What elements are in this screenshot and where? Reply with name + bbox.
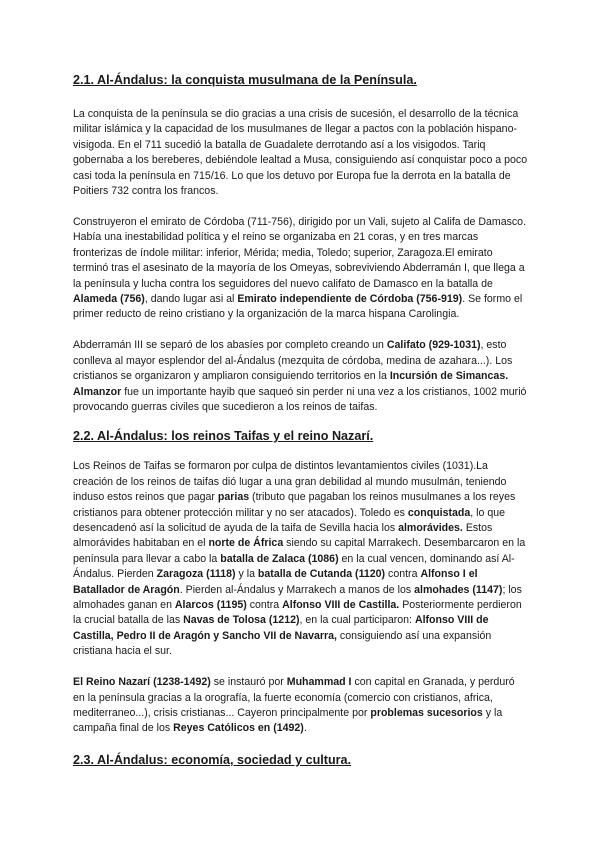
bold-text-run: Alfonso I el Batallador de Aragón (73, 568, 478, 596)
bold-text-run: Reyes Católicos en (1492) (173, 722, 304, 735)
text-run: , lo que desencadenó así la solicitud de ayuda de la taifa de Sevilla hacia los (73, 506, 506, 534)
text-run: y la campaña final de los (73, 706, 503, 735)
text-run: se instauró por (210, 676, 287, 689)
text-run: , en la cual participaron: (299, 614, 415, 627)
text-run: Los Reinos de Taifas se formaron por culpa de distintos levantamientos civiles (1031).La creación de los reinos de taifas dió lugar a una gran debilidad al mundo musulmán, teniendo induso estos reinos que pagar (73, 460, 507, 504)
text-run: en la cual vencen, dominando así Al-Ándalus. Pierden (73, 552, 515, 581)
paragraph (73, 107, 528, 199)
text-run: Construyeron el emirato de Córdoba (711-756), dirigido por un Vali, sujeto al Califa de Damasco. Había una inestabilidad política y el reino se organizaba en 21 coras, y en tres marcas fronterizas de índole militar: inferior, Mérida; media, Toledo; superior, Zaragoza.El emirato terminó tras el asesinato de la mayoría de los Omeyas, sobreviviendo Abderramán I, que llega a la península y lucha contra los seguidores del nuevo califato de Damasco en la batalla de (73, 215, 527, 290)
paragraph (73, 675, 528, 737)
text-run: consiguiendo así una expansión cristiana hacia el sur. (73, 629, 492, 658)
bold-text-run: parias (217, 491, 250, 504)
bold-text-run: conquistada (407, 506, 471, 519)
bold-text-run: almohades (1147) (414, 583, 503, 596)
text-run: con capital en Granada, y perduró en la península gracias a la orografía, la fuerte economía (comercio con cristianos, africa, mediterraneo...), crisis cristianas... Cayeron principalmente por (73, 676, 515, 719)
text-run: Posteriormente perdieron la crucial batalla de las (73, 598, 522, 627)
text-run: siendo su capital Marrakech. Desembarcaron en la península para llevar a cabo la (73, 537, 526, 565)
bold-text-run: Emirato independiente de Córdoba (756-919) (237, 292, 463, 305)
text-run: (tributo que pagaban los reinos musulmanes a los reyes cristianos para obtener protección militar y no ser atacados). Toledo es (73, 491, 516, 519)
bold-text-run: Navas de Tolosa (1212) (183, 614, 300, 627)
section-heading-conquista: 2.1. Al-Ándalus: la conquista musulmana de la Península. (73, 73, 417, 87)
text-run: fue un importante hayib que saqueó sin perder ni una vez a los cristianos, 1002 murió provocando guerras civiles que sucedieron a los reinos de taifas. (73, 385, 527, 413)
text-run: contra (385, 568, 421, 581)
text-run: , esto conlleva al mayor esplendor del al-Ándalus (mezquita de córdoba, medina de azahara...). Los cristianos se organizaron y ampliaron consiguiendo territorios en la (73, 339, 513, 383)
text-run: Estos almorávides habitaban en el (73, 521, 493, 550)
bold-text-run: batalla de Cutanda (1120) (257, 568, 386, 581)
text-run: . Pierden al-Ándalus y Marrakech a manos de los (179, 583, 415, 596)
text-run: . (303, 722, 307, 735)
text-run: . Se formo el primer reducto de reino cristiano y la organización de la marca hispana Carolingia. (73, 292, 523, 321)
section-heading-economia: 2.3. Al-Ándalus: economía, sociedad y cultura. (73, 752, 352, 767)
paragraph (73, 215, 528, 323)
paragraph (73, 459, 528, 659)
bold-text-run: norte de África (208, 537, 284, 550)
text-run: contra (246, 598, 283, 611)
text-run: , dando lugar asi al (144, 292, 238, 305)
section-heading-taifas: 2.2. Al-Ándalus: los reinos Taifas y el reino Nazarí. (73, 429, 374, 444)
paragraph (73, 338, 528, 415)
bold-text-run: problemas sucesorios (370, 706, 483, 719)
bold-text-run: Incursión de Simancas. Almanzor (73, 370, 509, 398)
bold-text-run: Alameda (756) (73, 292, 145, 305)
bold-text-run: Alfonso VIII de Castilla. (282, 598, 400, 611)
bold-text-run: almorávides. (398, 521, 463, 534)
bold-text-run: Califato (929-1031) (386, 339, 481, 352)
text-run: La conquista de la península se dio gracias a una crisis de sucesión, el desarrollo de la técnica militar islámica y la capacidad de los musulmanes de llegar a pactos con la población hispano-visigoda. En el 711 sucedió la batalla de Guadalete derrotando así a los visigodos. Tariq gobernaba a los bereberes, debiéndole lealtad a Musa, consiguiendo así conquistar poco a poco casi toda la península en 715/16. Lo que los detuvo por Europa fue la derrota en la batalla de Poitiers 732 contra los francos. (73, 108, 528, 198)
bold-text-run: Alarcos (1195) (174, 598, 247, 611)
bold-text-run: Muhammad I (286, 676, 352, 689)
bold-text-run: Alfonso VIII de Castilla, Pedro II de Aragón y Sancho VII de Navarra, (73, 614, 489, 642)
bold-text-run: Zaragoza (1118) (156, 568, 236, 581)
text-run: y la (235, 568, 258, 581)
text-run: Abderramán III se separó de los abasíes por completo creando un (73, 339, 387, 352)
bold-text-run: batalla de Zalaca (1086) (220, 552, 339, 565)
text-run: ; los almohades ganan en (73, 583, 522, 611)
bold-text-run: El Reino Nazarí (1238-1492) (73, 676, 211, 689)
